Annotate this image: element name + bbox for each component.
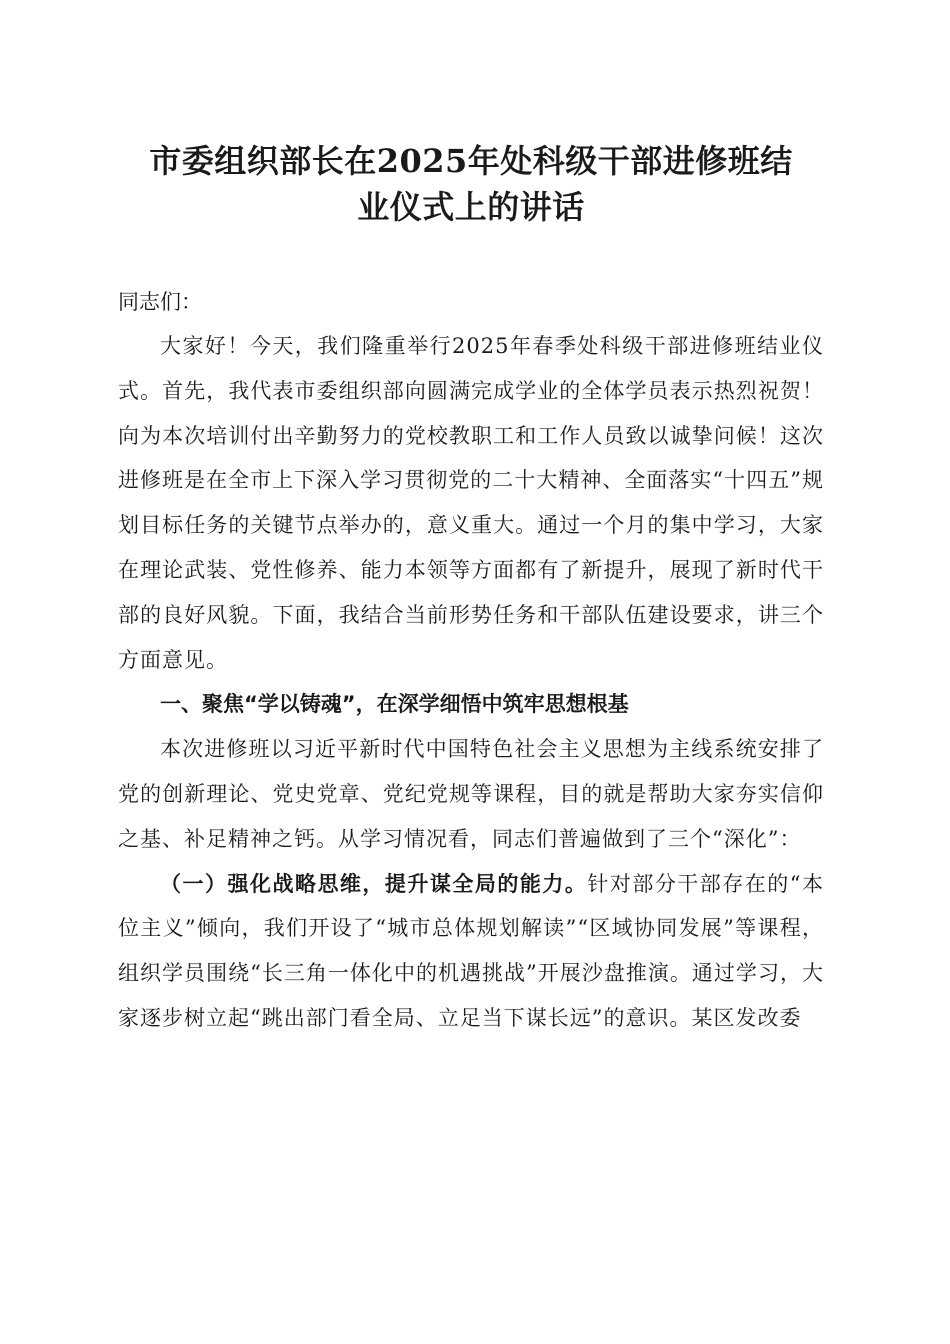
document-page	[118, 138, 824, 1041]
section-heading-1: 一、聚焦“学以铸魂”，在深学细悟中筑牢思想根基	[160, 692, 629, 717]
paragraph-subsection-1	[118, 862, 824, 1041]
document-title	[118, 138, 824, 230]
salutation: 同志们：	[118, 290, 202, 314]
subsection-1-lead: （一）强化战略思维，提升谋全局的能力。	[160, 870, 588, 896]
paragraph-section-1: 本次进修班以习近平新时代中国特色社会主义思想为主线系统安排了党的创新理论、党史党章、党纪党规等课程，目的就是帮助大家夯实信仰之基、补足精神之钙。从学习情况看，同志们普遍做到了三个“深化”：	[118, 737, 824, 851]
title-line-1: 市委组织部长在2025年处科级干部进修班结	[149, 142, 793, 180]
title-line-2: 业仪式上的讲话	[357, 188, 585, 226]
subsection-1-body: 针对部分干部存在的“本位主义”倾向，我们开设了“城市总体规划解读”“区域协同发展”等课程，组织学员围绕“长三角一体化中的机遇挑战”开展沙盘推演。通过学习，大家逐步树立起“跳出部门看全局、立足当下谋长远”的意识。某区发改委	[118, 871, 824, 1030]
paragraph-opening: 大家好！今天，我们隆重举行2025年春季处科级干部进修班结业仪式。首先，我代表市委组织部向圆满完成学业的全体学员表示热烈祝贺！向为本次培训付出辛勤努力的党校教职工和工作人员致以诚挚问候！这次进修班是在全市上下深入学习贯彻党的二十大精神、全面落实“十四五”规划目标任务的关键节点举办的，意义重大。通过一个月的集中学习，大家在理论武装、党性修养、能力本领等方面都有了新提升，展现了新时代干部的良好风貌。下面，我结合当前形势任务和干部队伍建设要求，讲三个方面意见。	[118, 334, 824, 672]
